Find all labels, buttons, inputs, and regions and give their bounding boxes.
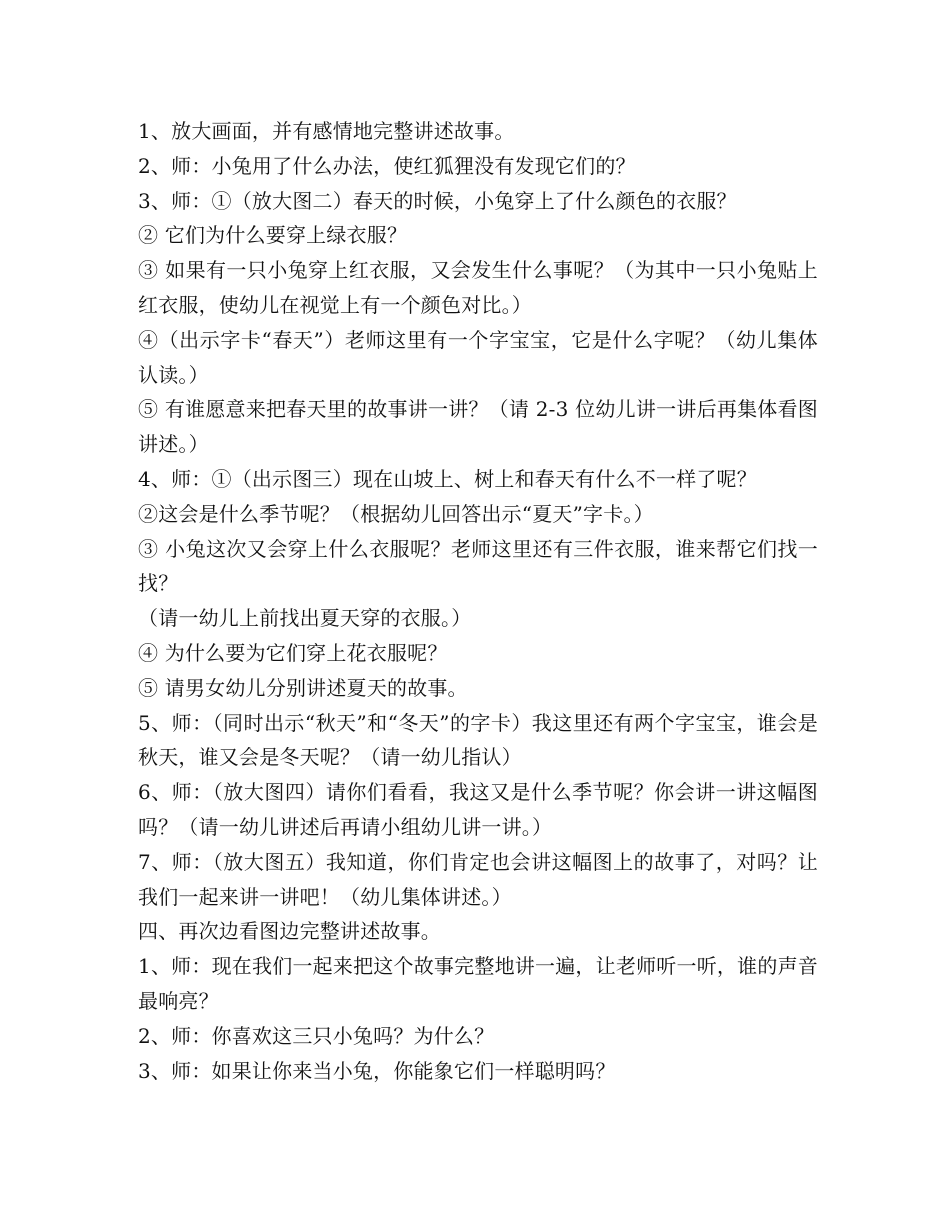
paragraph-10: ③ 小兔这次又会穿上什么衣服呢？老师这里还有三件衣服，谁来帮它们找一找？ bbox=[138, 536, 818, 596]
paragraph-1: 1、放大画面，并有感情地完整讲述故事。 bbox=[138, 119, 515, 143]
paragraph-9: ②这会是什么季节呢？（根据幼儿回答出示“夏天”字卡。） bbox=[138, 501, 654, 526]
paragraph-16: 7、师：（放大图五）我知道，你们肯定也会讲这幅图上的故事了，对吗？让我们一起来讲一讲吧！（幼儿集体讲述。） bbox=[138, 849, 818, 909]
paragraph-6: ④（出示字卡“春天”）老师这里有一个字宝宝，它是什么字呢？（幼儿集体认读。） bbox=[138, 327, 818, 387]
paragraph-14: 5、师：（同时出示“秋天”和“冬天”的字卡）我这里还有两个字宝宝，谁会是秋天，谁又会是冬天呢？（请一幼儿指认） bbox=[138, 710, 818, 770]
section-heading-4: 四、再次边看图边完整讲述故事。 bbox=[138, 919, 441, 944]
paragraph-12: ④ 为什么要为它们穿上花衣服呢？ bbox=[138, 640, 448, 665]
paragraph-8: 4、师：①（出示图三）现在山坡上、树上和春天有什么不一样了呢？ bbox=[138, 466, 757, 491]
paragraph-18: 1、师：现在我们一起来把这个故事完整地讲一遍，让老师听一听，谁的声音最响亮？ bbox=[138, 954, 818, 1013]
document-body bbox=[138, 114, 818, 1088]
paragraph-13: ⑤ 请男女幼儿分别讲述夏天的故事。 bbox=[138, 675, 468, 700]
paragraph-7: ⑤ 有谁愿意来把春天里的故事讲一讲？（请 2-3 位幼儿讲一讲后再集体看图讲述。） bbox=[138, 397, 818, 457]
paragraph-3: 3、师：①（放大图二）春天的时候，小兔穿上了什么颜色的衣服？ bbox=[138, 188, 737, 213]
paragraph-11: （请一幼儿上前找出夏天穿的衣服。） bbox=[138, 606, 472, 631]
paragraph-19: 2、师：你喜欢这三只小兔吗？为什么？ bbox=[138, 1023, 495, 1048]
paragraph-4: ② 它们为什么要穿上绿衣服？ bbox=[138, 223, 408, 248]
paragraph-15: 6、师：（放大图四）请你们看看，我这又是什么季节呢？你会讲一讲这幅图吗？（请一幼儿讲述后再请小组幼儿讲一讲。） bbox=[138, 780, 818, 839]
paragraph-2: 2、师：小兔用了什么办法，使红狐狸没有发现它们的？ bbox=[138, 153, 636, 178]
paragraph-5: ③ 如果有一只小兔穿上红衣服，又会发生什么事呢？（为其中一只小兔贴上红衣服，使幼儿在视觉上有一个颜色对比。） bbox=[138, 258, 818, 317]
paragraph-20: 3、师：如果让你来当小兔，你能象它们一样聪明吗？ bbox=[138, 1058, 616, 1083]
